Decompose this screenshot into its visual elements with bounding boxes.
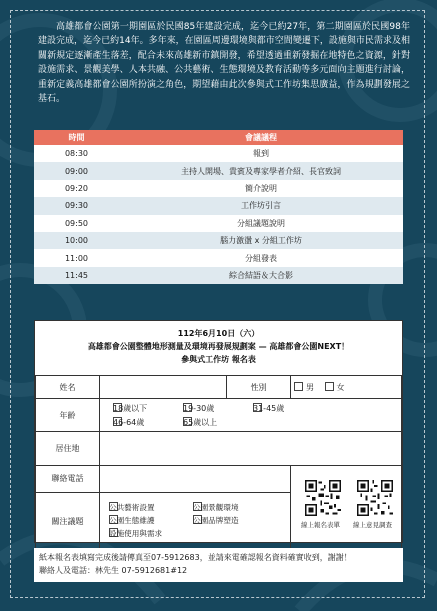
age-option-label: 19-30歲 [183,404,215,413]
schedule-table [34,130,403,284]
age-option-label: 31-45歲 [253,404,285,413]
age-field [100,399,402,432]
name-input[interactable] [100,376,227,399]
schedule-time: 10:00 [34,232,119,249]
schedule-item: 腦力激盪 x 分組工作坊 [119,232,403,249]
qr-caption-registration: 線上報名表單 [301,521,340,529]
schedule-row [34,232,403,249]
topics-field [100,492,291,550]
schedule-header-row [34,130,403,145]
schedule-time: 08:30 [34,145,119,162]
schedule-row [34,180,403,197]
schedule-header-agenda: 會議議程 [119,130,403,145]
gender-label: 性別 [227,376,291,399]
schedule-time: 11:00 [34,249,119,266]
schedule-row [34,197,403,214]
topic-option-label: 公園品牌塑造 [193,516,239,526]
schedule-row [34,215,403,232]
checkbox-icon[interactable] [325,382,334,391]
schedule-row [34,249,403,266]
registration-form [34,320,403,543]
age-option-label: 46-64歲 [113,418,145,427]
schedule-time: 09:50 [34,215,119,232]
schedule-time: 09:30 [34,197,119,214]
address-row [36,432,402,466]
age-row [36,399,402,432]
name-label: 姓名 [36,376,100,399]
phone-row [36,466,402,493]
age-option-label: 65歲以上 [183,418,218,427]
intro-paragraph: 高雄都會公園第一期園區於民國85年建設完成，迄今已約27年，第二期園區於民國98年建設完成，迄今已約14年。多年來，在園區周邊環境與都市空間變遷下，設施與市民需求及相關新規定逐漸產生落差，配合未來高雄新市鎮開發，希望透過重新發掘在地特色之資源，針對設施需求、景觀美學、人本共融、公共藝術、生態環境及教育活動等多元面向主題進行討論，重新定義高雄都會公園所扮演之角色，期望藉由此次參與式工作坊集思廣益，作為規劃發展之基石。 [38,22,410,105]
address-label: 居住地 [36,432,100,466]
footer-contact: 聯絡人及電話：林先生 07-5912681#12 [39,566,188,575]
qr-code-survey-icon[interactable] [357,480,393,516]
form-table [35,375,402,551]
schedule-item: 分組議題說明 [119,215,403,232]
gender-option-male[interactable] [294,382,314,393]
schedule-item: 主持人開場、貴賓及專家學者介紹、長官致詞 [119,162,403,179]
schedule-row [34,267,403,284]
form-subtitle: 參與式工作坊 報名表 [181,355,256,364]
schedule-item: 報到 [119,145,403,162]
schedule-time: 11:45 [34,267,119,284]
qr-cell [291,466,402,551]
gender-option-label: 男 [306,382,314,392]
name-row [36,376,402,399]
phone-label: 聯絡電話 [36,466,100,493]
topic-option-label: 公園生態維護 [109,516,155,526]
topic-option-label: 設施使用與需求 [109,529,163,539]
schedule-header-time: 時間 [34,130,119,145]
age-label: 年齡 [36,399,100,432]
qr-code-registration-icon[interactable] [305,480,341,516]
form-date: 112年6月10日（六） [177,329,260,338]
age-option-label: 18歲以下 [113,404,148,413]
schedule-row [34,145,403,162]
schedule-time: 09:00 [34,162,119,179]
gender-option-label: 女 [336,382,345,392]
form-title: 高雄都會公園整體地形測量及環境再發展規劃案 — 高雄都會公園NEXT！ [87,342,350,351]
footer-fax-note: 紙本報名表填寫完成後請傳真至07-5912683，並請來電確認報名資料確實收到，謝謝！ [39,553,352,562]
topics-label: 關注議題 [36,492,100,550]
topic-option-label: 公園景觀環境 [193,503,239,513]
gender-option-female[interactable] [325,382,345,393]
form-header [35,321,402,366]
qr-caption-survey: 線上意見調查 [353,521,392,529]
schedule-item: 分組發表 [119,249,403,266]
schedule-item: 簡介說明 [119,180,403,197]
checkbox-icon[interactable] [294,382,303,391]
gender-field [291,376,402,399]
address-input[interactable] [100,432,402,466]
phone-input[interactable] [100,466,291,493]
schedule-item: 工作坊引言 [119,197,403,214]
footer-note [34,548,403,582]
topic-option-label: 公共藝術設置 [109,503,155,513]
schedule-item: 綜合結語＆大合影 [119,267,403,284]
schedule-time: 09:20 [34,180,119,197]
schedule-row [34,162,403,179]
